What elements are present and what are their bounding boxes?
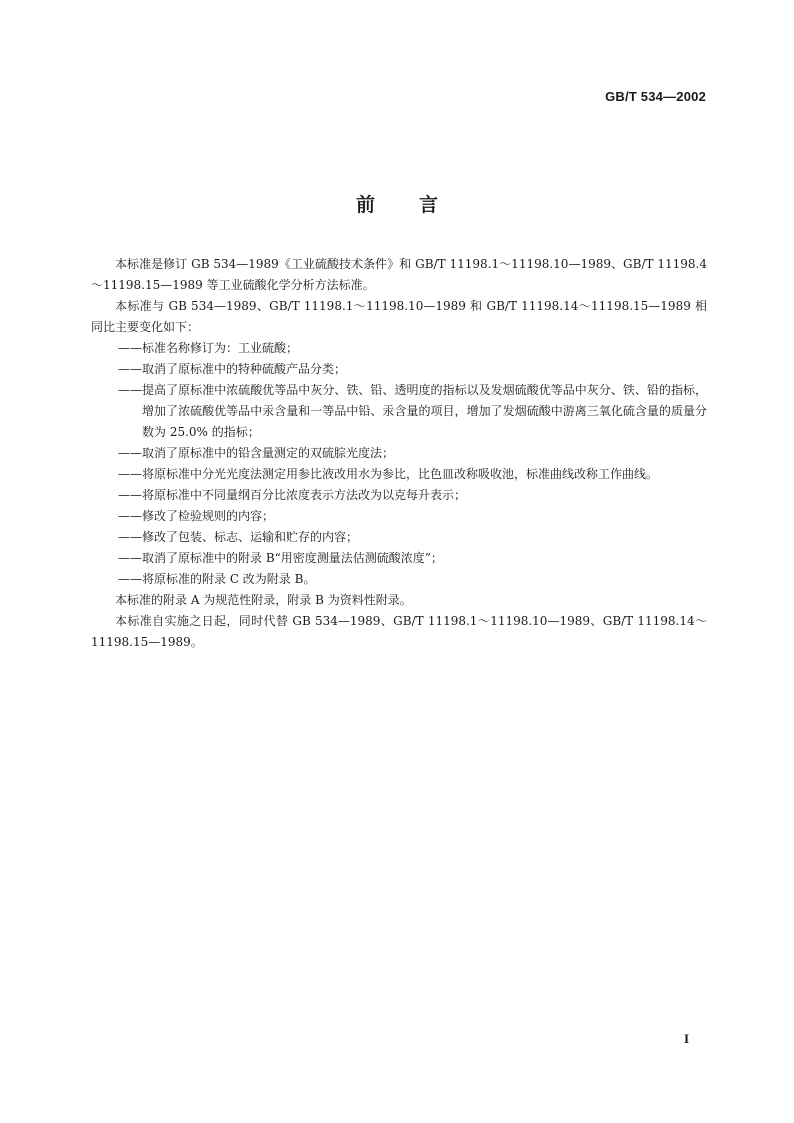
list-item: ——修改了检验规则的内容； — [118, 509, 275, 523]
list-item: ——将原标准中分光光度法测定用参比液改用水为参比，比色皿改称吸收池，标准曲线改称工作曲线。 — [118, 467, 659, 481]
list-item: ——取消了原标准中的附录 B“用密度测量法估测硫酸浓度”； — [118, 551, 443, 565]
page-number: I — [684, 1031, 690, 1046]
list-item: ——修改了包装、标志、运输和贮存的内容； — [118, 530, 359, 544]
standard-code: GB/T 534—2002 — [605, 89, 706, 104]
foreword-body — [91, 254, 707, 653]
paragraph: 本标准是修订 GB 534—1989《工业硫酸技术条件》和 GB/T 11198.1～11198.10—1989、GB/T 11198.4～11198.15—1989 等工业硫酸化学分析方法标准。 — [91, 257, 707, 292]
list-item: ——将原标准的附录 C 改为附录 B。 — [118, 572, 316, 586]
list-item: ——取消了原标准中的铅含量测定的双硫腙光度法； — [118, 446, 395, 460]
list-item: ——标准名称修订为：工业硫酸； — [118, 341, 299, 355]
page-title: 前言 — [355, 194, 482, 216]
list-item: ——提高了原标准中浓硫酸优等品中灰分、铁、铅、透明度的指标以及发烟硫酸优等品中灰分、铁、铅的指标，增加了浓硫酸优等品中汞含量和一等品中铅、汞含量的项目，增加了发烟硫酸中游离三氧化硫含量的质量分数为 25.0% 的指标； — [118, 383, 707, 439]
paragraph: 本标准自实施之日起，同时代替 GB 534—1989、GB/T 11198.1～11198.10—1989、GB/T 11198.14～11198.15—1989。 — [91, 614, 707, 649]
paragraph: 本标准的附录 A 为规范性附录，附录 B 为资料性附录。 — [115, 593, 412, 607]
list-item: ——取消了原标准中的特种硫酸产品分类； — [118, 362, 347, 376]
list-item: ——将原标准中不同量纲百分比浓度表示方法改为以克每升表示； — [118, 488, 467, 502]
paragraph: 本标准与 GB 534—1989、GB/T 11198.1～11198.10—1989 和 GB/T 11198.14～11198.15—1989 相同比主要变化如下： — [91, 299, 707, 334]
